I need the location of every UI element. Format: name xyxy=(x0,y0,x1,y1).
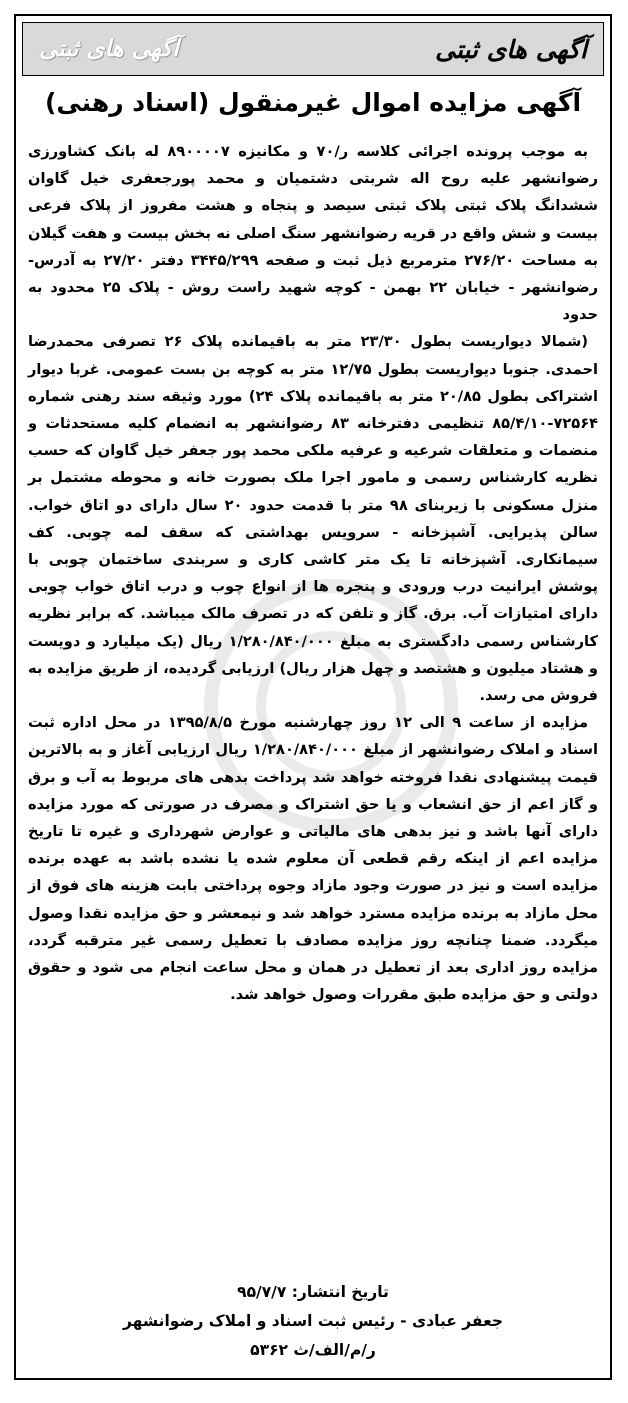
signature-line: جعفر عبادی - رئیس ثبت اسناد و املاک رضوانشهر xyxy=(123,1312,503,1330)
notice-frame xyxy=(14,14,612,1380)
body-paragraph-bounds: (شمالا دیواریست بطول ۲۳/۳۰ متر به باقیمانده پلاک ۲۶ تصرفی محمدرضا احمدی. جنوبا دیواریست بطول ۱۲/۷۵ متر به کوچه بن بست عمومی. غربا دیوار اشتراکی بطول ۲۰/۸۵ متر به باقیمانده پلاک ۲۴) مورد وثیقه سند رهنی شماره ۷۲۵۶۴-۸۵/۴/۱۰ تنظیمی دفترخانه ۸۳ رضوانشهر به انضمام کلیه مستحدثات و منضمات و متعلقات شرعیه و عرفیه ملکی محمد پور جعفر خیل گاوان که حسب نظریه کارشناس رسمی و مامور اجرا ملک بصورت خانه و محوطه مشتمل بر منزل مسکونی با زیربنای ۹۸ متر با قدمت حدود ۲۰ سال دارای دو اتاق خواب. سالن پذیرایی. آشپزخانه - سرویس بهداشتی که سقف لمه چوبی. کف سیمانکاری. آشپزخانه تا یک متر کاشی کاری و سربندی ساختمان چوبی با پوشش ایرانیت درب ورودی و پنجره ها از انواع چوب و درب اتاق خواب چوبی دارای امتیازات آب. برق. گاز و تلفن که در تصرف مالک میباشد. که برابر نظریه کارشناس رسمی دادگستری به مبلغ ۱/۲۸۰/۸۴۰/۰۰۰ ریال (یک میلیارد و دویست و هشتاد میلیون و هشتصد و چهل هزار ریال) ارزیابی گردیده، از طریق مزایده به فروش می رسد. xyxy=(28,333,599,705)
body-paragraph-case: به موجب پرونده اجرائی کلاسه ر/۷۰ و مکانیزه ۸۹۰۰۰۰۷ له بانک کشاورزی رضوانشهر علیه روح اله شربتی دشتمیان و محمد پورجعفری خیل گاوان ششدانگ پلاک ثبتی پلاک ثبتی سیصد و پنجاه و هشت مفروز از پلاک فرعی بیست و شش واقع در قریه رضوانشهر سنگ اصلی نه بخش بیست و هفت گیلان به مساحت ۲۷۶/۲۰ مترمربع ذیل ثبت و صفحه ۳۴۴۵/۲۹۹ دفتر ۲۷/۲۰ به آدرس- رضوانشهر - خیابان ۲۲ بهمن - کوچه شهید راست روش - پلاک ۲۵ محدود به حدود xyxy=(28,143,598,324)
header-ghost-label: آگهی های ثبتی xyxy=(39,36,179,62)
notice-header-bar xyxy=(22,22,604,76)
notice-body xyxy=(28,138,598,1009)
notice-footer xyxy=(16,1278,610,1365)
body-paragraph-auction: مزایده از ساعت ۹ الی ۱۲ روز چهارشنبه مورخ ۱۳۹۵/۸/۵ در محل اداره ثبت اسناد و املاک رضوانشهر از مبلغ ۱/۲۸۰/۸۴۰/۰۰۰ ریال ارزیابی آغاز و به بالاترین قیمت پیشنهادی نقدا فروخته خواهد شد پرداخت بدهی های مربوط به آب و برق و گاز اعم از حق انشعاب و یا حق اشتراک و مصرف در صورتی که مورد مزایده دارای آنها باشد و نیز بدهی های مالیاتی و عوارض شهرداری و غیره تا تاریخ مزایده اعم از اینکه رقم قطعی آن معلوم شده یا نشده باشد به عهده برنده مزایده است و نیز در صورت وجود مازاد وجوه پرداختی بابت هزینه های فوق از محل مازاد به برنده مزایده مسترد خواهد شد و نیمعشر و حق مزایده نقدا وصول میگردد. ضمنا چنانچه روز مزایده مصادف با تعطیل رسمی غیر مترقبه گردد، مزایده روز اداری بعد از تعطیل در همان و محل ساعت انجام می شود و حقوق دولتی و حق مزایده طبق مقررات وصول خواهد شد. xyxy=(28,714,598,1004)
header-main-label: آگهی های ثبتی xyxy=(435,34,587,64)
reference-code: ر/م/الف/ث ۵۳۶۲ xyxy=(250,1341,376,1359)
publish-date: تاریخ انتشار: ۹۵/۷/۷ xyxy=(237,1283,389,1301)
notice-title: آگهی مزایده اموال غیرمنقول (اسناد رهنی) xyxy=(44,88,582,117)
